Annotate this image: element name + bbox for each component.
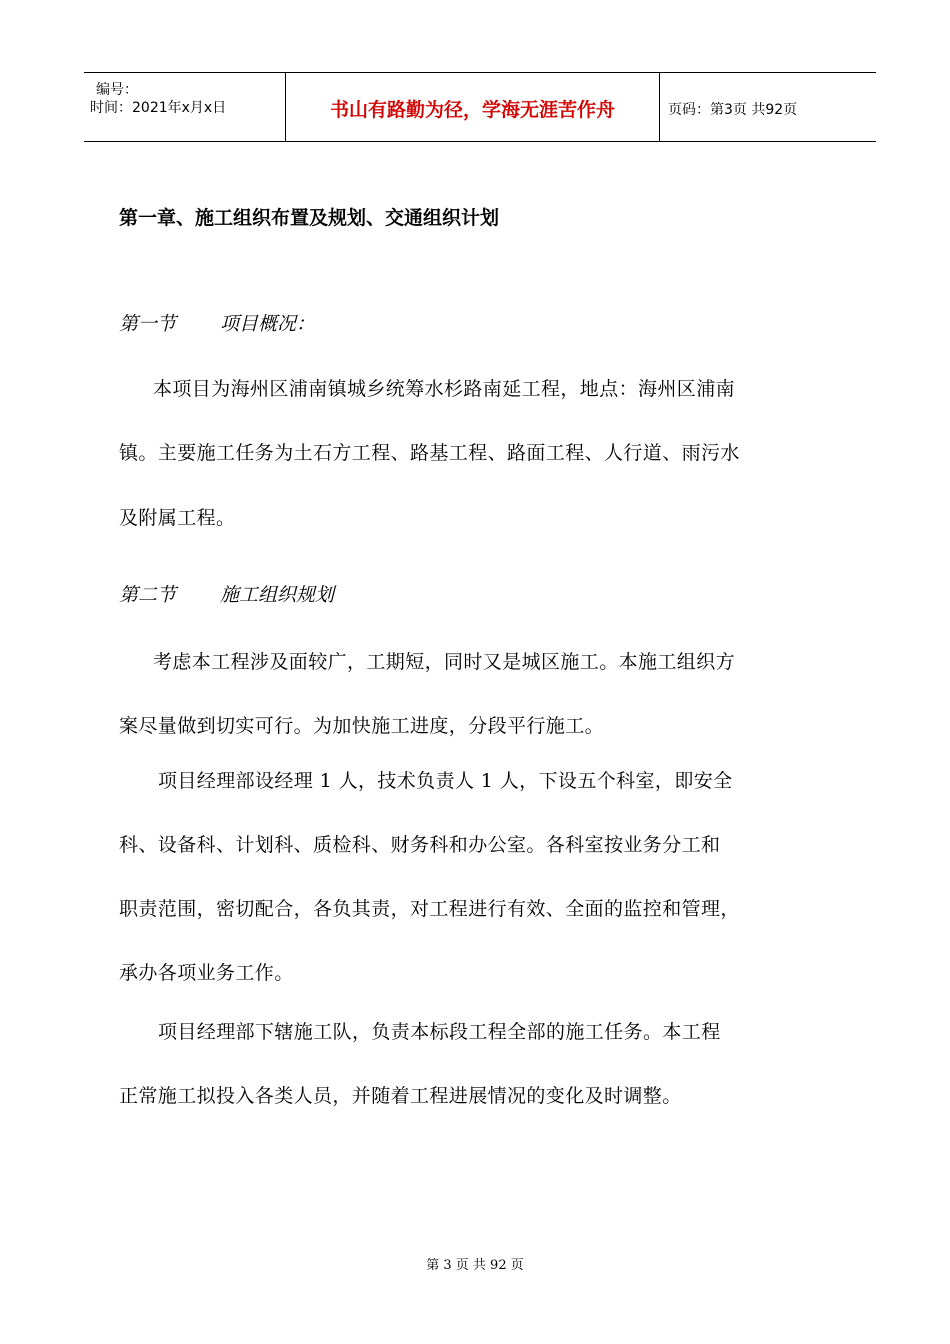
page-header (84, 72, 876, 142)
paragraph-line: 考虑本工程涉及面较广，工期短，同时又是城区施工。本施工组织方 (153, 651, 736, 673)
section-title: 施工组织规划 (220, 584, 335, 606)
paragraph-line: 镇。主要施工任务为土石方工程、路基工程、路面工程、人行道、雨污水 (119, 442, 740, 464)
header-motto-cell (286, 73, 660, 141)
paragraph-line: 职责范围，密切配合，各负其责，对工程进行有效、全面的监控和管理， (119, 898, 740, 920)
header-meta-cell (84, 73, 286, 141)
paragraph-line: 本项目为海州区浦南镇城乡统筹水杉路南延工程，地点：海州区浦南 (153, 378, 736, 400)
document-time-label: 时间：2021年x月x日 (90, 100, 227, 116)
paragraph-line: 承办各项业务工作。 (119, 962, 294, 984)
section-heading-2 (119, 580, 334, 607)
section-title: 项目概况： (220, 313, 316, 335)
header-motto: 书山有路勤为径，学海无涯苦作舟 (329, 99, 615, 121)
section-label: 第二节 (119, 584, 177, 606)
paragraph-line: 案尽量做到切实可行。为加快施工进度，分段平行施工。 (119, 715, 605, 737)
paragraph-line: 科、设备科、计划科、质检科、财务科和办公室。各科室按业务分工和 (119, 834, 721, 856)
header-page-info: 页码：第3页 共92页 (668, 102, 798, 118)
chapter-title: 第一章、施工组织布置及规划、交通组织计划 (119, 207, 500, 229)
page-footer: 第 3 页 共 92 页 (426, 1258, 524, 1273)
document-number-label: 编号： (96, 82, 138, 98)
paragraph-line: 正常施工拟投入各类人员，并随着工程进展情况的变化及时调整。 (119, 1085, 682, 1107)
paragraph-line: 项目经理部下辖施工队，负责本标段工程全部的施工任务。本工程 (158, 1021, 721, 1043)
section-label: 第一节 (119, 313, 177, 335)
header-page-cell (660, 73, 876, 141)
paragraph-line: 项目经理部设经理 1 人，技术负责人 1 人，下设五个科室，即安全 (158, 770, 733, 792)
section-heading-1 (119, 309, 315, 336)
paragraph-line: 及附属工程。 (119, 507, 236, 529)
